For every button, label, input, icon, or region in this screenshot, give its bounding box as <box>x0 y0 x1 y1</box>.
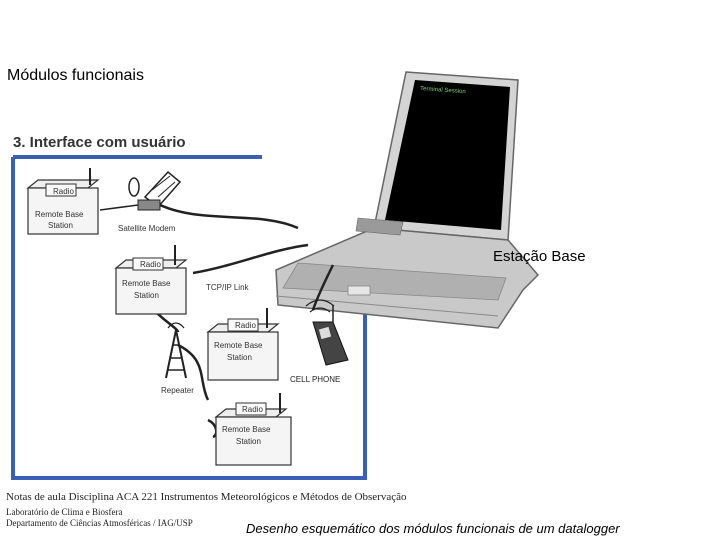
satellite-modem-label: Satellite Modem <box>118 224 176 233</box>
figure-caption: Desenho esquemático dos módulos funcionais de um datalogger <box>246 521 620 536</box>
tcpip-link-label: TCP/IP Link <box>206 283 249 292</box>
remote-label-line1: Remote Base <box>122 279 171 288</box>
radio-label: Radio <box>140 260 161 269</box>
slide-title: Módulos funcionais <box>7 67 144 84</box>
section-title: 3. Interface com usuário <box>13 134 186 151</box>
radio-label: Radio <box>53 187 74 196</box>
repeater-tower-icon <box>161 323 194 395</box>
remote-base-station-4 <box>216 393 291 465</box>
remote-base-station-3 <box>208 308 278 380</box>
radio-label: Radio <box>242 405 263 414</box>
laptop-icon <box>276 72 538 328</box>
satellite-modem-icon <box>100 172 180 233</box>
remote-label-line2: Station <box>134 291 159 300</box>
remote-label-line2: Station <box>236 437 261 446</box>
remote-label-line2: Station <box>227 353 252 362</box>
repeater-label: Repeater <box>161 386 194 395</box>
course-notes-line: Notas de aula Disciplina ACA 221 Instrumentos Meteorológicos e Métodos de Observação <box>6 491 407 503</box>
cell-phone-label: CELL PHONE <box>290 375 341 384</box>
remote-label-line1: Remote Base <box>35 210 84 219</box>
datalogger-diagram <box>8 60 608 485</box>
remote-label-line1: Remote Base <box>214 341 263 350</box>
remote-base-station-1 <box>28 168 98 234</box>
screen-text: Terminal Session <box>419 86 466 96</box>
remote-base-station-2 <box>116 245 250 314</box>
base-station-label: Estação Base <box>493 248 586 265</box>
remote-label-line2: Station <box>48 221 73 230</box>
department-line: Departamento de Ciências Atmosféricas / IAG/USP <box>6 518 193 528</box>
lab-line: Laboratório de Clima e Biosfera <box>6 507 123 517</box>
remote-label-line1: Remote Base <box>222 425 271 434</box>
radio-label: Radio <box>235 321 256 330</box>
